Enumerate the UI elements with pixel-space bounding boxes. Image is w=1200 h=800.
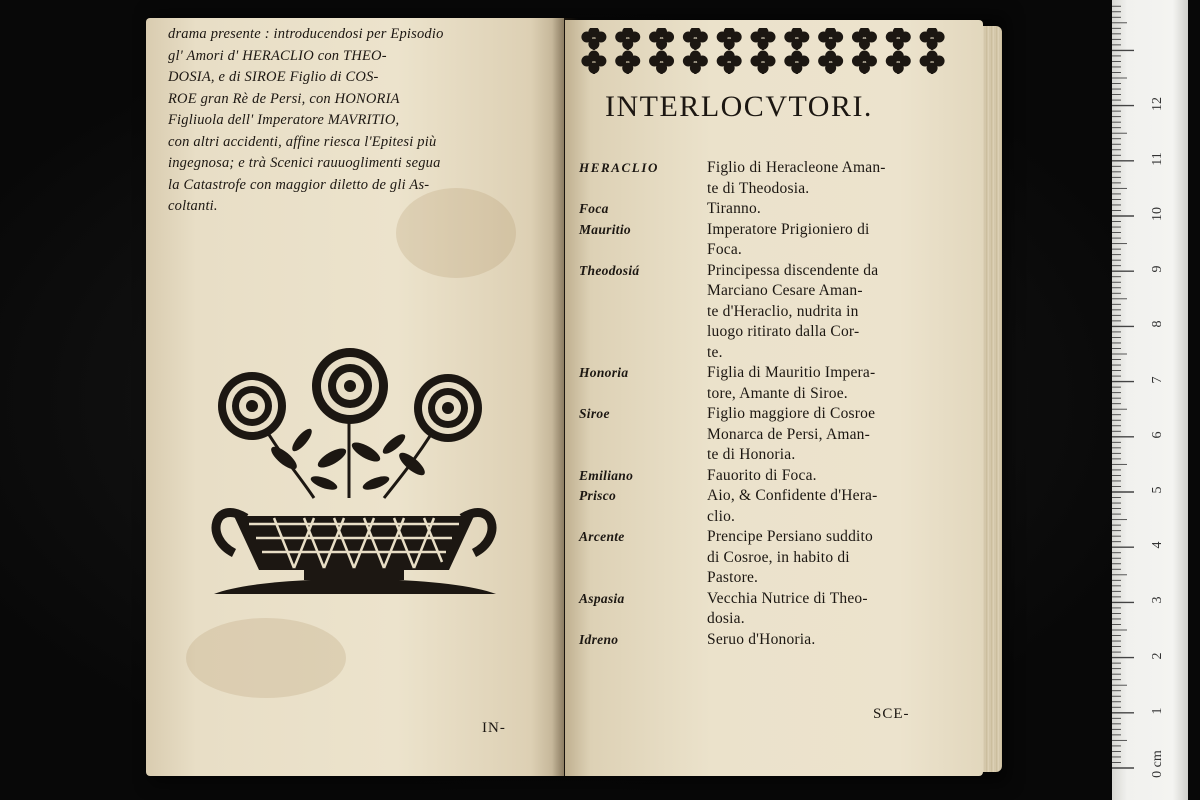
cast-row bbox=[579, 466, 959, 487]
character-name: Emiliano bbox=[579, 467, 634, 483]
fleuron-icon bbox=[920, 28, 945, 50]
ruler-ticks bbox=[1112, 0, 1188, 800]
fleuron-icon bbox=[581, 28, 606, 50]
paper-stain bbox=[186, 618, 346, 698]
desc-line: Seruo d'Honoria. bbox=[707, 630, 816, 648]
fleuron-icon bbox=[886, 51, 911, 75]
measurement-ruler bbox=[1112, 0, 1188, 800]
right-catchword: SCE- bbox=[873, 706, 910, 722]
character-name: Aspasia bbox=[579, 590, 625, 606]
text-line: la Catastrofe con maggior diletto de gli As- bbox=[168, 176, 430, 193]
cast-row bbox=[579, 199, 959, 220]
character-description bbox=[707, 630, 959, 651]
character-name: Theodosiá bbox=[579, 262, 640, 278]
fleuron-icon bbox=[683, 28, 708, 50]
cast-row bbox=[579, 527, 959, 589]
cast-row bbox=[579, 158, 959, 199]
page-title: INTERLOCVTORI. bbox=[605, 90, 873, 123]
ruler-label: 12 bbox=[1150, 96, 1165, 111]
cast-row bbox=[579, 220, 959, 261]
text-line: ROE gran Rè de Persi, con HONORIA bbox=[168, 90, 400, 107]
desc-line: di Cosroe, in habito di bbox=[707, 548, 850, 566]
character-description bbox=[707, 486, 959, 527]
desc-line: te d'Heraclio, nudrita in bbox=[707, 302, 859, 320]
desc-line: Foca. bbox=[707, 241, 743, 258]
character-description bbox=[707, 527, 959, 589]
page-edges bbox=[980, 26, 1002, 772]
desc-line: te di Honoria. bbox=[707, 446, 796, 463]
cast-row bbox=[579, 363, 959, 404]
ruler-label: 3 bbox=[1150, 596, 1165, 604]
fleuron-icon bbox=[751, 51, 776, 75]
fleuron-icon bbox=[886, 28, 911, 50]
desc-line: Tiranno. bbox=[707, 200, 761, 217]
ruler-label: 9 bbox=[1150, 265, 1165, 273]
left-page bbox=[146, 18, 564, 776]
ruler-label: 10 bbox=[1150, 207, 1165, 221]
character-name: Foca bbox=[579, 201, 609, 216]
flower-basket-woodcut bbox=[204, 348, 504, 600]
text-line: coltanti. bbox=[168, 198, 218, 214]
character-name: Honoria bbox=[579, 365, 629, 380]
cast-row bbox=[579, 630, 959, 651]
cast-row bbox=[579, 589, 959, 630]
ruler-label: 8 bbox=[1150, 320, 1165, 328]
fleuron-icon bbox=[649, 28, 674, 50]
character-description bbox=[707, 199, 959, 220]
ruler-label: 5 bbox=[1150, 486, 1165, 494]
character-description bbox=[707, 404, 959, 466]
desc-line: Imperatore Prigioniero di bbox=[707, 220, 870, 238]
character-name: Arcente bbox=[579, 529, 625, 544]
character-name: Siroe bbox=[579, 406, 610, 421]
desc-line: Prencipe Persiano suddito bbox=[707, 528, 874, 545]
fleuron-icon bbox=[717, 28, 742, 50]
fleuron-icon bbox=[615, 51, 640, 75]
fleuron-icon bbox=[751, 28, 776, 50]
text-line: DOSIA, e di SIROE Figlio di COS- bbox=[168, 69, 379, 85]
fleuron-icon bbox=[717, 51, 742, 75]
fleuron-icon bbox=[852, 28, 877, 50]
character-description bbox=[707, 466, 959, 487]
left-page-text bbox=[168, 24, 548, 218]
desc-line: Figlia di Mauritio Impera- bbox=[707, 364, 876, 381]
right-page bbox=[565, 20, 983, 776]
desc-line: Fauorito di Foca. bbox=[707, 466, 817, 484]
desc-line: luogo ritirato dalla Cor- bbox=[707, 323, 860, 340]
fleuron-icon bbox=[649, 51, 674, 75]
ruler-label: 0 cm bbox=[1150, 750, 1165, 778]
cast-list bbox=[579, 158, 959, 650]
ruler-label: 6 bbox=[1150, 431, 1165, 439]
text-line: gl' Amori d' HERACLIO con THEO- bbox=[168, 47, 387, 64]
fleuron-icon bbox=[852, 51, 877, 75]
character-description bbox=[707, 261, 959, 364]
ruler-label: 7 bbox=[1150, 376, 1165, 384]
desc-line: tore, Amante di Siroe. bbox=[707, 384, 848, 402]
desc-line: te. bbox=[707, 343, 723, 361]
desc-line: Marciano Cesare Aman- bbox=[707, 282, 863, 299]
character-description bbox=[707, 220, 959, 261]
desc-line: Pastore. bbox=[707, 569, 759, 586]
cast-row bbox=[579, 404, 959, 466]
desc-line: clio. bbox=[707, 507, 736, 525]
text-line: drama presente : introducendosi per Episodio bbox=[168, 26, 444, 42]
desc-line: Monarca de Persi, Aman- bbox=[707, 425, 870, 443]
ruler-label: 2 bbox=[1150, 652, 1165, 660]
fleuron-icon bbox=[818, 51, 843, 75]
fleuron-icon bbox=[784, 28, 809, 50]
desc-line: Figlio di Heracleone Aman- bbox=[707, 159, 886, 176]
left-catchword: IN- bbox=[482, 720, 506, 736]
fleuron-icon bbox=[581, 51, 606, 75]
character-name: Prisco bbox=[579, 488, 617, 503]
desc-line: Principessa discendente da bbox=[707, 261, 879, 279]
desc-line: te di Theodosia. bbox=[707, 179, 810, 197]
desc-line: Figlio maggiore di Cosroe bbox=[707, 405, 876, 422]
character-name: HERACLIO bbox=[579, 160, 659, 175]
cast-row bbox=[579, 486, 959, 527]
fleuron-icon bbox=[784, 51, 809, 75]
character-description bbox=[707, 589, 959, 630]
character-name: Mauritio bbox=[579, 221, 631, 237]
character-description bbox=[707, 158, 959, 199]
fleuron-icon bbox=[683, 51, 708, 75]
text-line: con altri accidenti, affine riesca l'Epitesi più bbox=[168, 133, 437, 150]
character-name: Idreno bbox=[579, 631, 619, 647]
fleuron-icon bbox=[920, 51, 945, 75]
ruler-label: 1 bbox=[1150, 707, 1165, 715]
fleuron-icon bbox=[818, 28, 843, 50]
text-line: ingegnosa; e trà Scenici rauuoglimenti segua bbox=[168, 155, 441, 171]
desc-line: Vecchia Nutrice di Theo- bbox=[707, 589, 868, 607]
ruler-label: 11 bbox=[1150, 152, 1165, 166]
desc-line: Aio, & Confidente d'Hera- bbox=[707, 487, 878, 504]
character-description bbox=[707, 363, 959, 404]
cast-row bbox=[579, 261, 959, 364]
fleuron-ornament-band bbox=[577, 28, 949, 78]
desc-line: dosia. bbox=[707, 610, 745, 627]
fleuron-icon bbox=[615, 28, 640, 50]
text-line: Figliuola dell' Imperatore MAVRITIO, bbox=[168, 112, 400, 128]
ruler-label: 4 bbox=[1150, 541, 1165, 549]
